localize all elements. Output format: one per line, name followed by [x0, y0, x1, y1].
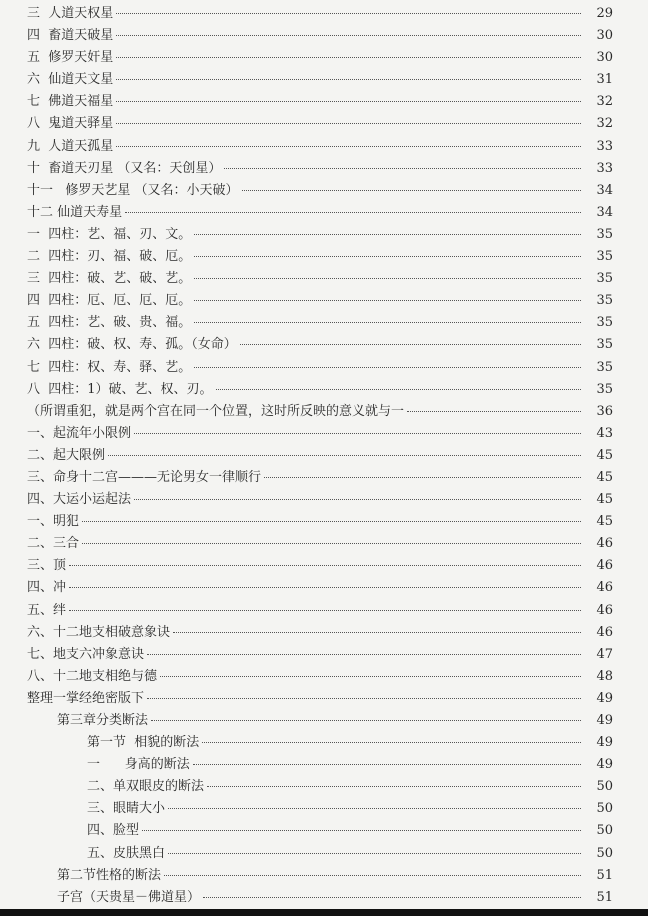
toc-entry[interactable] [0, 334, 648, 356]
toc-entry[interactable] [0, 224, 648, 246]
toc-entry-page: 34 [596, 204, 613, 220]
toc-entry-title: 第三章分类断法 [57, 713, 149, 728]
toc-entry[interactable] [0, 312, 648, 334]
toc-entry-page: 46 [596, 602, 613, 618]
toc-entry[interactable] [0, 246, 648, 268]
toc-entry-title: 一、起流年小限例 [27, 425, 132, 441]
toc-entry-page: 34 [596, 182, 613, 198]
toc-entry[interactable] [0, 290, 648, 312]
dot-leader [194, 278, 581, 279]
dot-leader [160, 676, 581, 677]
dot-leader [264, 477, 581, 478]
dot-leader [240, 344, 581, 345]
toc-entry[interactable] [0, 754, 648, 776]
dot-leader [134, 499, 581, 500]
toc-entry-title: 六 四柱：破、权、寿、孤。（女命） [27, 337, 237, 353]
toc-entry[interactable] [0, 357, 648, 379]
toc-entry-title: 子宫（天贵星－佛道星） [57, 889, 201, 905]
toc-entry[interactable] [0, 379, 648, 401]
toc-entry-page: 31 [596, 72, 613, 88]
toc-entry-page: 29 [596, 6, 613, 21]
dot-leader [125, 212, 581, 213]
dot-leader [207, 786, 581, 787]
toc-entry[interactable] [0, 25, 648, 47]
dot-leader [216, 389, 581, 390]
dot-leader [116, 13, 581, 14]
toc-entry-title: 第一节 相貌的断法 [87, 735, 200, 751]
toc-entry-title: 二 四柱：刃、福、破、厄。 [27, 249, 192, 265]
toc-entry-page: 35 [596, 271, 613, 287]
toc-entry[interactable] [0, 666, 648, 688]
toc-entry-title: 六、十二地支相破意象诀 [27, 624, 171, 640]
toc-entry-page: 49 [596, 713, 613, 728]
dot-leader [147, 698, 581, 699]
dot-leader [242, 190, 581, 191]
toc-entry-title: 第二节性格的断法 [57, 867, 162, 883]
toc-entry-page: 35 [596, 381, 613, 397]
toc-entry-title: 二、单双眼皮的断法 [87, 779, 205, 795]
dot-leader [142, 830, 581, 831]
toc-entry-page: 35 [596, 359, 613, 375]
toc-entry-page: 48 [596, 668, 613, 684]
toc-entry-page: 32 [596, 94, 613, 110]
dot-leader [407, 411, 581, 412]
toc-entry[interactable] [0, 843, 648, 865]
dot-leader [194, 234, 581, 235]
toc-entry[interactable] [0, 511, 648, 533]
dot-leader [151, 720, 581, 721]
toc-entry-page: 35 [596, 249, 613, 265]
toc-entry[interactable] [0, 776, 648, 798]
toc-entry-title: 四 四柱：厄、厄、厄、厄。 [27, 293, 192, 309]
toc-entry[interactable] [0, 732, 648, 754]
toc-entry-page: 50 [596, 845, 613, 861]
toc-entry-title: （所谓重犯，就是两个宫在同一个位置，这时所反映的意义就与一 [27, 403, 405, 419]
toc-entry[interactable] [0, 401, 648, 423]
toc-entry-page: 51 [596, 889, 613, 905]
toc-entry-title: 三、顶 [27, 558, 67, 574]
toc-entry[interactable] [0, 622, 648, 644]
toc-entry[interactable] [0, 91, 648, 113]
dot-leader [194, 256, 581, 257]
dot-leader [224, 168, 581, 169]
toc-entry[interactable] [0, 644, 648, 666]
toc-entry-page: 33 [596, 160, 613, 176]
toc-entry[interactable] [0, 577, 648, 599]
toc-entry[interactable] [0, 555, 648, 577]
toc-entry-page: 35 [596, 315, 613, 331]
toc-entry[interactable] [0, 3, 648, 25]
toc-entry-page: 30 [596, 28, 613, 44]
dot-leader [108, 455, 581, 456]
toc-entry-page: 46 [596, 558, 613, 574]
dot-leader [116, 35, 581, 36]
toc-entry-title: 一、明犯 [27, 514, 80, 530]
toc-entry-title: 一 四柱：艺、福、刃、文。 [27, 226, 192, 242]
toc-entry[interactable] [0, 69, 648, 91]
dot-leader [69, 610, 581, 611]
toc-entry-title: 八 四柱：1）破、艺、权、刃。 [27, 381, 213, 397]
toc-entry-title: 三、眼睛大小 [87, 801, 166, 817]
dot-leader [168, 808, 581, 809]
toc-entry-page: 50 [596, 823, 613, 839]
toc-entry-page: 32 [596, 116, 613, 132]
dot-leader [202, 742, 581, 743]
toc-entry[interactable] [0, 113, 648, 135]
dot-leader [116, 101, 581, 102]
toc-entry-page: 33 [596, 138, 613, 154]
toc-entry-page: 49 [596, 735, 613, 751]
dot-leader [116, 57, 581, 58]
dot-leader [69, 565, 581, 566]
dot-leader [194, 322, 581, 323]
toc-entry-title: 六 仙道天文星 [27, 72, 114, 88]
toc-entry-page: 51 [596, 867, 613, 883]
toc-entry[interactable] [0, 710, 648, 732]
toc-entry-title: 八、十二地支相绝与德 [27, 668, 158, 684]
dot-leader [116, 79, 581, 80]
toc-entry-title: 一 身高的断法 [87, 757, 190, 773]
toc-entry[interactable] [0, 158, 648, 180]
dot-leader [173, 632, 581, 633]
toc-entry[interactable] [0, 136, 648, 158]
dot-leader [116, 123, 581, 124]
toc-entry-title: 十一 修罗天艺星 （又名：小天破） [27, 182, 239, 198]
dot-leader [168, 853, 581, 854]
toc-entry-page: 45 [596, 447, 613, 463]
toc-entry-page: 35 [596, 337, 613, 353]
toc-entry-page: 35 [596, 293, 613, 309]
toc-entry[interactable] [0, 887, 648, 909]
toc-entry-title: 七 四柱：权、寿、驿、艺。 [27, 359, 192, 375]
toc-entry-page: 35 [596, 226, 613, 242]
toc-entry-title: 十二 仙道天寿星 [27, 204, 123, 220]
dot-leader [69, 587, 581, 588]
toc-entry-title: 十 畜道天刃星 （又名：天创星） [27, 160, 222, 176]
toc-entry[interactable] [0, 798, 648, 820]
bottom-edge [0, 909, 648, 916]
toc-entry-title: 四、冲 [27, 580, 67, 596]
dot-leader [134, 433, 581, 434]
toc-entry[interactable] [0, 423, 648, 445]
dot-leader [82, 543, 581, 544]
toc-entry[interactable] [0, 180, 648, 202]
toc-entry-title: 八 鬼道天驿星 [27, 116, 114, 132]
dot-leader [194, 367, 581, 368]
dot-leader [82, 521, 581, 522]
toc-entry-title: 七 佛道天福星 [27, 94, 114, 110]
toc-entry-page: 46 [596, 580, 613, 596]
toc-entry-title: 五、绊 [27, 602, 67, 618]
toc-entry-page: 46 [596, 536, 613, 552]
toc-entry-page: 43 [596, 425, 613, 441]
toc-entry[interactable] [0, 268, 648, 290]
toc-entry-title: 整理一掌经绝密版下 [27, 690, 145, 706]
dot-leader [164, 875, 581, 876]
toc-entry[interactable] [0, 600, 648, 622]
toc-entry-page: 47 [596, 646, 613, 662]
toc-entry[interactable] [0, 865, 648, 887]
toc-entry[interactable] [0, 533, 648, 555]
dot-leader [116, 146, 581, 147]
toc-entry-title: 七、地支六冲象意诀 [27, 646, 145, 662]
toc-entry-title: 三 四柱：破、艺、破、艺。 [27, 271, 192, 287]
toc-entry[interactable] [0, 47, 648, 69]
toc-entry-title: 四、大运小运起法 [27, 492, 132, 508]
toc-entry-page: 46 [596, 624, 613, 640]
dot-leader [193, 764, 581, 765]
toc-entry[interactable] [0, 820, 648, 842]
dot-leader [194, 300, 581, 301]
toc-entry-title: 三 人道天权星 [27, 6, 114, 21]
toc-entry-page: 50 [596, 779, 613, 795]
toc-entry-page: 45 [596, 514, 613, 530]
toc-entry-page: 45 [596, 469, 613, 485]
toc-entry-title: 四、脸型 [87, 823, 140, 839]
toc-entry-title: 五 四柱：艺、破、贵、福。 [27, 315, 192, 331]
dot-leader [203, 897, 581, 898]
toc-entry-title: 五 修罗天奸星 [27, 50, 114, 66]
toc-entry-title: 五、皮肤黑白 [87, 845, 166, 861]
toc-entry-page: 36 [596, 403, 613, 419]
toc-entry[interactable] [0, 445, 648, 467]
toc-entry-title: 二、三合 [27, 536, 80, 552]
toc-entry-page: 50 [596, 801, 613, 817]
toc-entry[interactable] [0, 467, 648, 489]
toc-entry-page: 49 [596, 757, 613, 773]
toc-entry[interactable] [0, 202, 648, 224]
toc-entry-title: 三、命身十二宫———无论男女一律顺行 [27, 469, 262, 485]
toc-entry-page: 45 [596, 492, 613, 508]
table-of-contents [0, 3, 648, 909]
toc-entry-title: 二、起大限例 [27, 447, 106, 463]
toc-entry-page: 30 [596, 50, 613, 66]
toc-entry[interactable] [0, 688, 648, 710]
toc-entry[interactable] [0, 489, 648, 511]
toc-entry-page: 49 [596, 690, 613, 706]
toc-entry-title: 四 畜道天破星 [27, 28, 114, 44]
toc-entry-title: 九 人道天孤星 [27, 138, 114, 154]
dot-leader [147, 654, 581, 655]
